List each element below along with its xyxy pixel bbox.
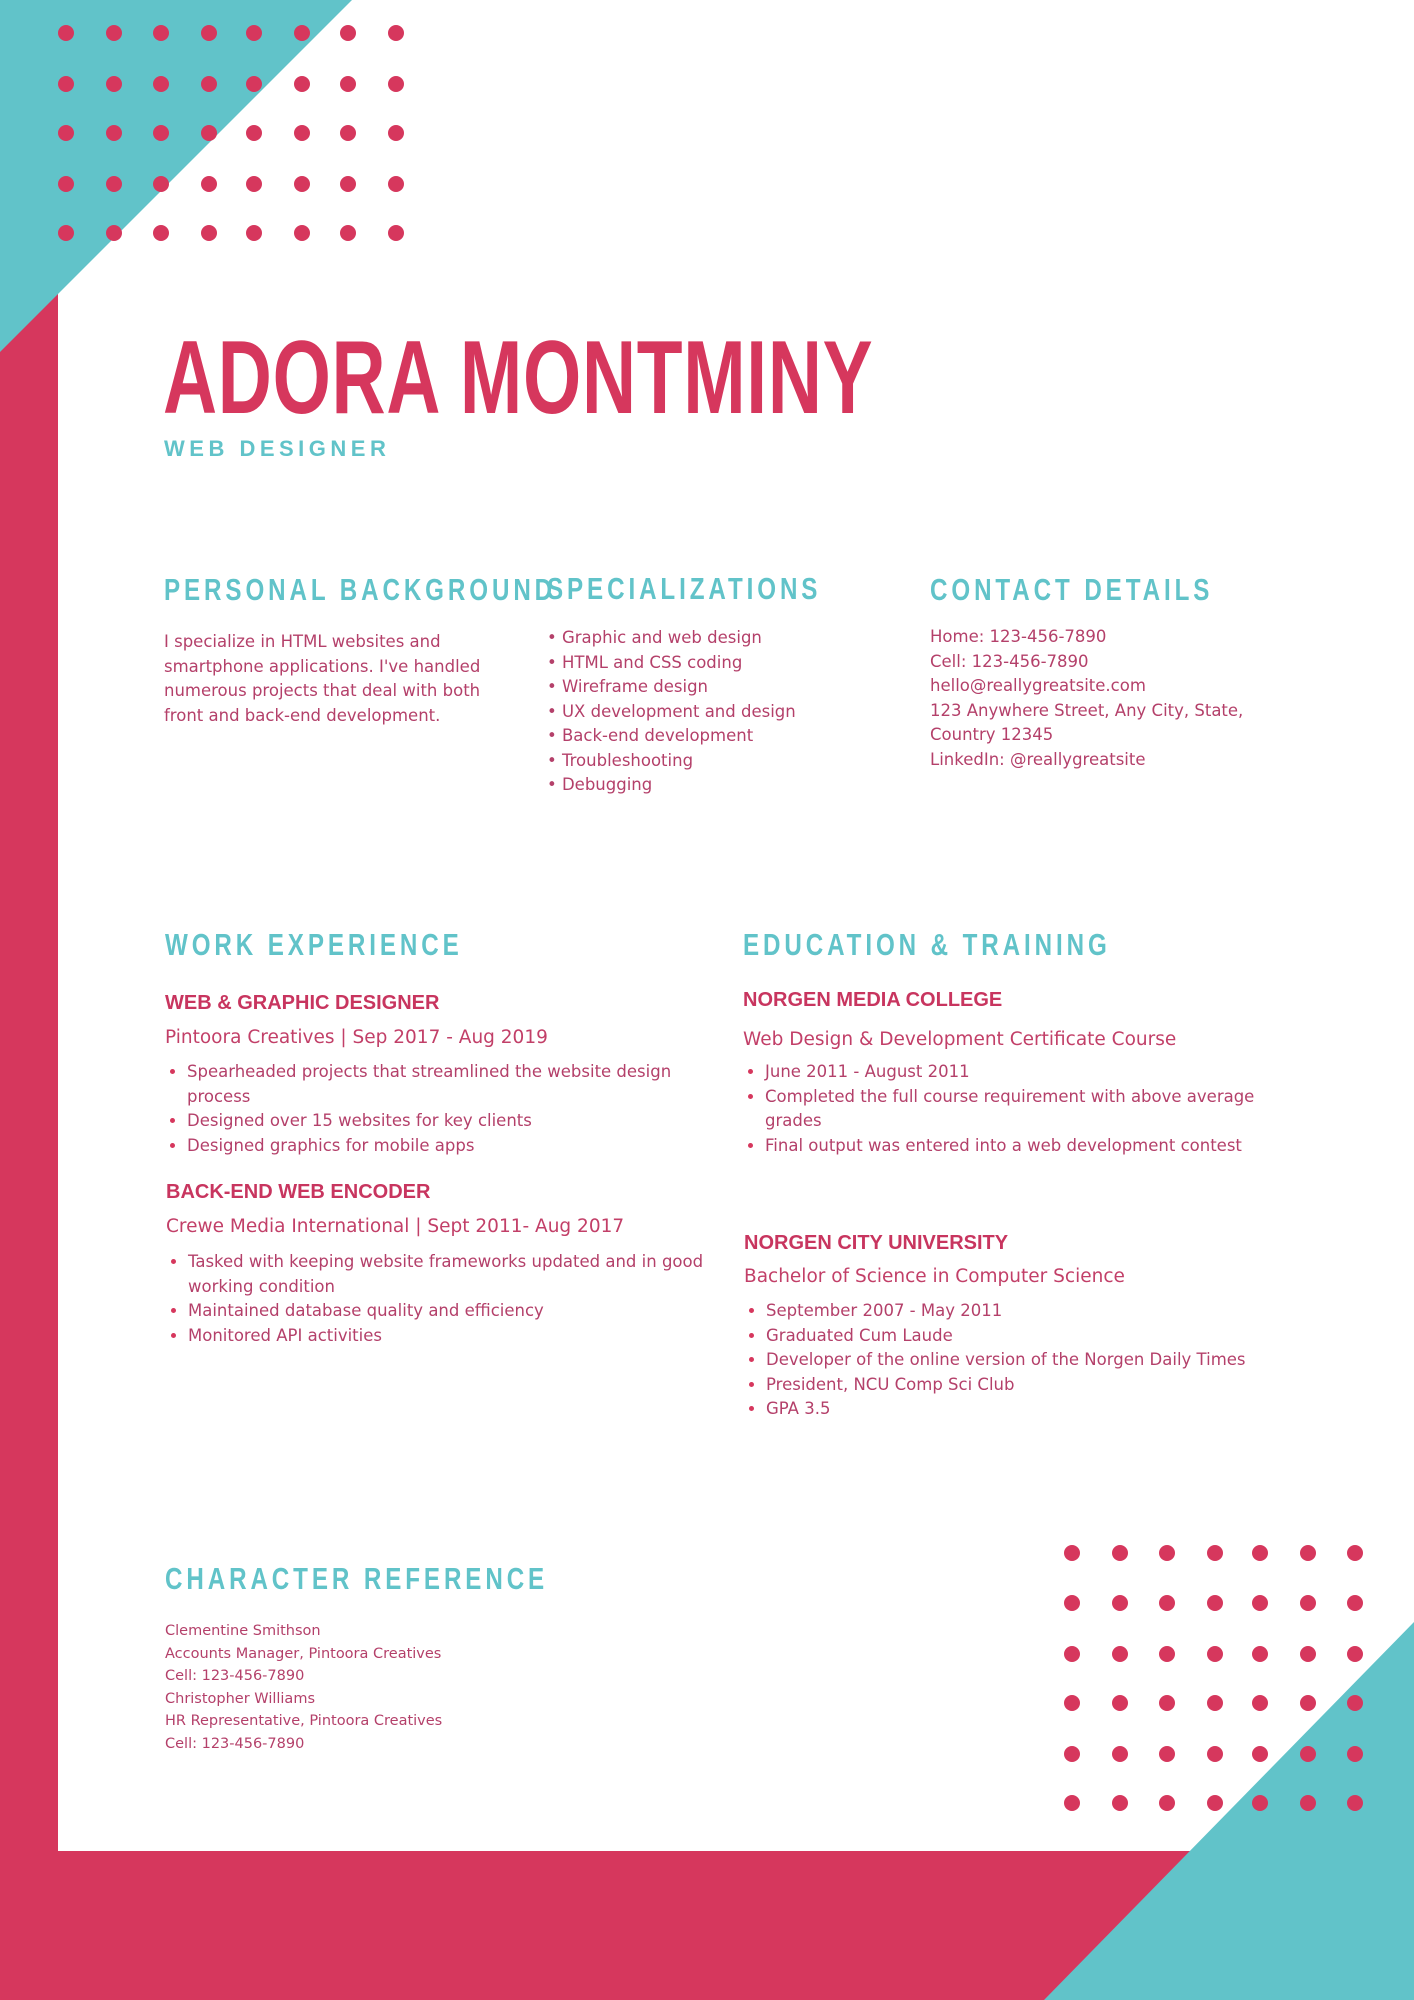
decorative-dot <box>58 225 74 241</box>
decorative-dot <box>1252 1695 1268 1711</box>
decorative-dot <box>1207 1695 1223 1711</box>
job-title: WEB & GRAPHIC DESIGNER <box>165 992 440 1014</box>
decorative-dot <box>1064 1545 1080 1561</box>
contact-linkedin[interactable]: LinkedIn: @reallygreatsite <box>930 749 1146 769</box>
decorative-dot <box>1347 1595 1363 1611</box>
specialization-item: • Graphic and web design <box>547 628 762 647</box>
school-bullet: • September 2007 - May 2011 <box>766 1299 1366 1324</box>
specialization-item: • Wireframe design <box>547 677 708 696</box>
reference-name: Clementine Smithson <box>165 1623 321 1639</box>
decorative-dot <box>1064 1695 1080 1711</box>
school-bullet: • President, NCU Comp Sci Club <box>766 1373 1366 1398</box>
school-bullet: • Final output was entered into a web development contest <box>765 1134 1315 1159</box>
decorative-dot <box>1112 1795 1128 1811</box>
decorative-dot <box>294 176 310 192</box>
decorative-dot <box>1252 1795 1268 1811</box>
decorative-dot <box>388 76 404 92</box>
job-bullet-list <box>166 1250 728 1348</box>
decorative-dot <box>201 125 217 141</box>
contact-details-heading: CONTACT DETAILS <box>930 572 1214 607</box>
decorative-dot <box>106 176 122 192</box>
school-title: NORGEN CITY UNIVERSITY <box>744 1232 1009 1254</box>
decorative-dot <box>388 176 404 192</box>
decorative-dot <box>1112 1595 1128 1611</box>
reference-position: HR Representative, Pintoora Creatives <box>165 1713 443 1729</box>
decorative-dot <box>1300 1595 1316 1611</box>
decorative-dot <box>1112 1646 1128 1662</box>
decorative-dot <box>294 225 310 241</box>
job-bullet: • Designed graphics for mobile apps <box>187 1134 727 1159</box>
decorative-dot <box>1112 1545 1128 1561</box>
decorative-dot <box>246 176 262 192</box>
decorative-dot <box>246 25 262 41</box>
reference-phone: Cell: 123-456-7890 <box>165 1668 305 1684</box>
decorative-dot <box>1252 1595 1268 1611</box>
specialization-item: • HTML and CSS coding <box>547 652 743 672</box>
job-bullet: • Tasked with keeping website frameworks updated and in good working condition <box>188 1250 728 1299</box>
decorative-dot <box>201 76 217 92</box>
decorative-dot <box>1252 1746 1268 1762</box>
decorative-dot <box>340 76 356 92</box>
decorative-dot <box>1159 1746 1175 1762</box>
decorative-dot <box>340 225 356 241</box>
decorative-dot <box>1300 1695 1316 1711</box>
decorative-dot <box>294 25 310 41</box>
decorative-dot <box>1300 1795 1316 1811</box>
decorative-dot <box>1112 1746 1128 1762</box>
decorative-dot <box>1064 1795 1080 1811</box>
personal-background-line: numerous projects that deal with both <box>164 681 481 700</box>
job-bullet: • Designed over 15 websites for key clients <box>187 1109 727 1134</box>
school-bullet: • June 2011 - August 2011 <box>765 1060 1315 1085</box>
decorative-dot <box>1207 1545 1223 1561</box>
decorative-dot <box>106 125 122 141</box>
decorative-dot <box>1159 1595 1175 1611</box>
decorative-dot <box>58 125 74 141</box>
bottom-right-teal-triangle <box>1044 1622 1414 2000</box>
decorative-dot <box>153 76 169 92</box>
decorative-dot <box>153 125 169 141</box>
decorative-dot <box>106 225 122 241</box>
job-subtitle: Pintoora Creatives | Sep 2017 - Aug 2019 <box>165 1027 548 1048</box>
decorative-dot <box>1300 1746 1316 1762</box>
specializations-heading: SPECIALIZATIONS <box>547 571 822 606</box>
decorative-dot <box>201 25 217 41</box>
decorative-dot <box>294 125 310 141</box>
school-subtitle: Bachelor of Science in Computer Science <box>744 1266 1125 1287</box>
school-bullet: • Developer of the online version of the Norgen Daily Times <box>766 1348 1366 1373</box>
decorative-dot <box>388 125 404 141</box>
decorative-dot <box>58 25 74 41</box>
contact-address-line: Country 12345 <box>930 725 1054 744</box>
decorative-dot <box>340 125 356 141</box>
school-bullet: • Completed the full course requirement with above average grades <box>765 1085 1315 1134</box>
school-bullet-list <box>744 1299 1366 1422</box>
job-title: BACK-END WEB ENCODER <box>166 1181 431 1203</box>
school-subtitle: Web Design & Development Certificate Course <box>743 1029 1177 1050</box>
decorative-dot <box>340 176 356 192</box>
decorative-dot <box>1112 1695 1128 1711</box>
decorative-dot <box>201 176 217 192</box>
decorative-dot <box>1347 1646 1363 1662</box>
decorative-dot <box>1159 1646 1175 1662</box>
reference-name: Christopher Williams <box>165 1690 315 1707</box>
school-bullet: • GPA 3.5 <box>766 1397 1366 1422</box>
decorative-dot <box>1159 1545 1175 1561</box>
decorative-dot <box>106 25 122 41</box>
candidate-name: ADORA MONTMINY <box>163 320 874 436</box>
character-reference-list <box>165 1620 442 1755</box>
decorative-dot <box>1300 1545 1316 1561</box>
decorative-dot <box>1347 1695 1363 1711</box>
decorative-dot <box>388 25 404 41</box>
decorative-dot <box>58 176 74 192</box>
decorative-dot <box>153 25 169 41</box>
specializations-list <box>547 626 796 798</box>
decorative-dot <box>1347 1545 1363 1561</box>
decorative-dot <box>1064 1746 1080 1762</box>
candidate-role: WEB DESIGNER <box>164 436 391 461</box>
decorative-dot <box>1207 1746 1223 1762</box>
character-reference-heading: CHARACTER REFERENCE <box>165 1561 549 1596</box>
decorative-dot <box>1252 1545 1268 1561</box>
decorative-dot <box>1159 1795 1175 1811</box>
contact-home-phone: Home: 123-456-7890 <box>930 627 1107 646</box>
personal-background-line: front and back-end development. <box>164 705 441 725</box>
specialization-item: • Debugging <box>547 775 653 794</box>
contact-email[interactable]: hello@reallygreatsite.com <box>930 676 1146 695</box>
job-bullet-list <box>165 1060 727 1158</box>
decorative-dot <box>1207 1795 1223 1811</box>
specialization-item: • UX development and design <box>547 701 796 721</box>
decorative-dot <box>1347 1746 1363 1762</box>
school-bullet: • Graduated Cum Laude <box>766 1324 1366 1349</box>
job-bullet: • Maintained database quality and efficiency <box>188 1299 728 1324</box>
decorative-dot <box>246 225 262 241</box>
specialization-item: • Back-end development <box>547 726 754 745</box>
decorative-dot <box>294 76 310 92</box>
education-heading: EDUCATION & TRAINING <box>743 927 1111 962</box>
personal-background-line: I specialize in HTML websites and <box>164 632 441 651</box>
personal-background-text <box>164 630 480 728</box>
work-experience-heading: WORK EXPERIENCE <box>165 927 463 962</box>
job-bullet: • Monitored API activities <box>188 1324 728 1349</box>
decorative-dot <box>1300 1646 1316 1662</box>
personal-background-heading: PERSONAL BACKGROUND <box>164 572 557 607</box>
decorative-dot <box>58 76 74 92</box>
decorative-dot <box>1252 1646 1268 1662</box>
school-bullet-list <box>743 1060 1315 1158</box>
job-bullet: • Spearheaded projects that streamlined the website design process <box>187 1060 727 1109</box>
contact-details-list <box>930 625 1243 772</box>
personal-background-line: smartphone applications. I've handled <box>164 656 481 676</box>
reference-position: Accounts Manager, Pintoora Creatives <box>165 1645 442 1662</box>
decorative-dot <box>340 25 356 41</box>
decorative-dot <box>153 225 169 241</box>
contact-cell-phone: Cell: 123-456-7890 <box>930 651 1089 671</box>
decorative-dot <box>388 225 404 241</box>
contact-address-line: 123 Anywhere Street, Any City, State, <box>930 700 1244 720</box>
decorative-dot <box>201 225 217 241</box>
decorative-dot <box>1207 1595 1223 1611</box>
decorative-dot <box>1064 1646 1080 1662</box>
job-subtitle: Crewe Media International | Sept 2011- Aug 2017 <box>166 1216 625 1237</box>
reference-phone: Cell: 123-456-7890 <box>165 1735 305 1752</box>
school-title: NORGEN MEDIA COLLEGE <box>743 989 1003 1011</box>
decorative-dot <box>1347 1795 1363 1811</box>
decorative-dot <box>153 176 169 192</box>
decorative-dot <box>1159 1695 1175 1711</box>
decorative-dot <box>1064 1595 1080 1611</box>
decorative-dot <box>246 125 262 141</box>
specialization-item: • Troubleshooting <box>547 750 694 770</box>
decorative-dot <box>246 76 262 92</box>
decorative-dot <box>106 76 122 92</box>
decorative-dot <box>1207 1646 1223 1662</box>
